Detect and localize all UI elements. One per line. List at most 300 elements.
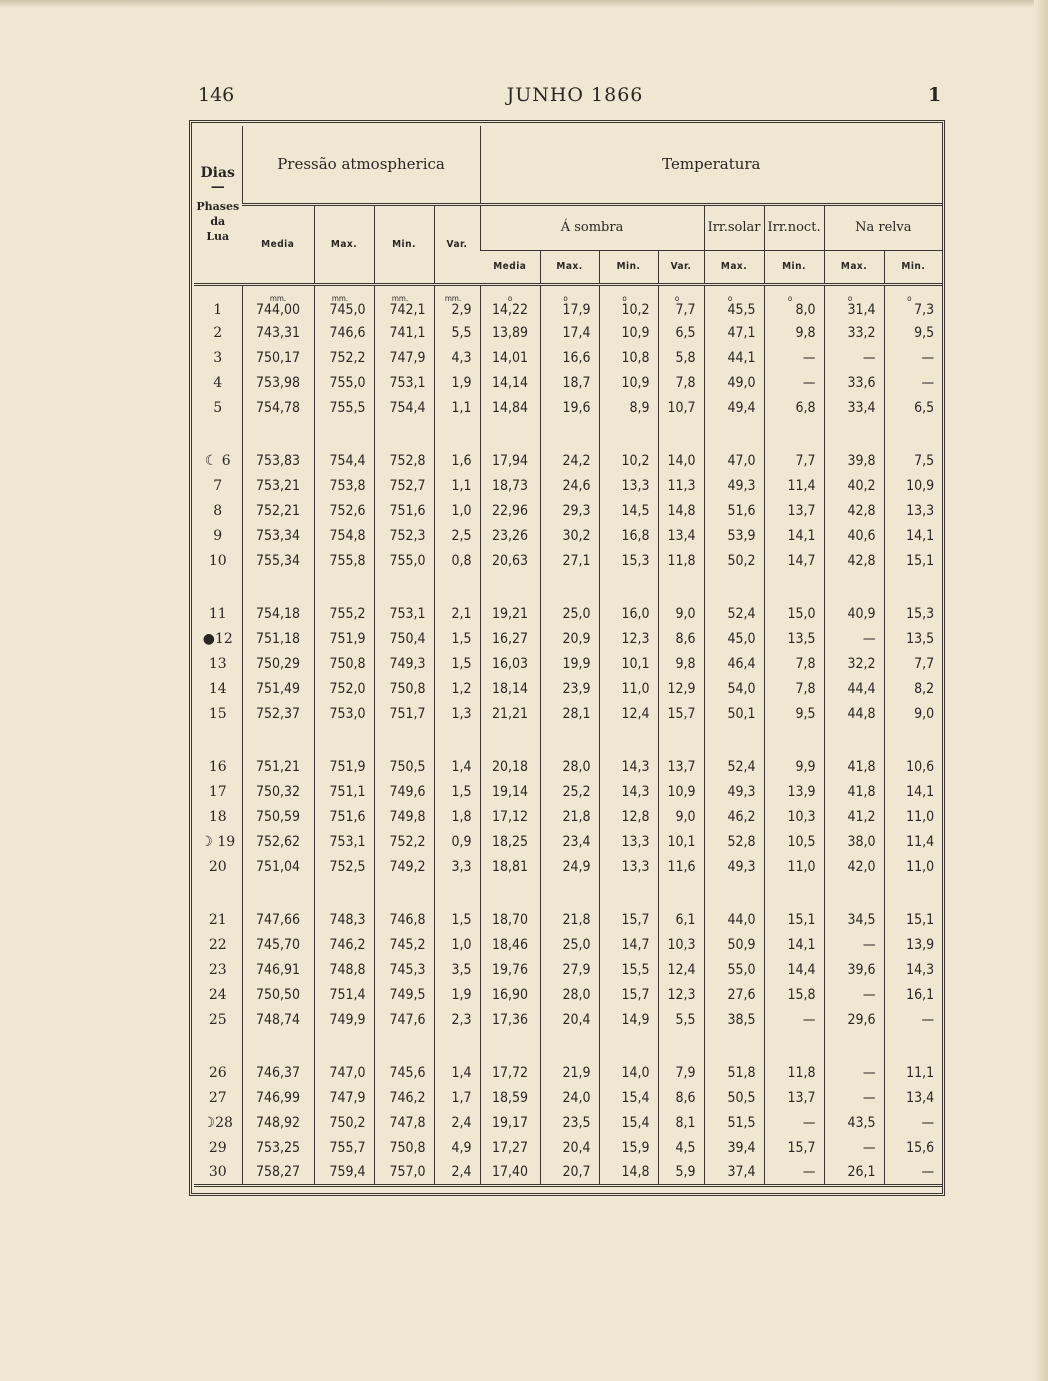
- pressao-media-cell: 745,70: [242, 932, 314, 957]
- pressao-var-cell: 1,1: [434, 473, 480, 498]
- phases-label-2: da: [210, 214, 226, 228]
- spacer-cell: [764, 420, 824, 448]
- meteorological-table: [194, 126, 942, 1187]
- spacer-cell: [194, 420, 242, 448]
- relva-max-cell: 44,8: [824, 701, 884, 726]
- spacer-cell: [480, 1032, 540, 1060]
- table-row: [194, 779, 942, 804]
- pressao-min-cell: 752,3: [374, 523, 434, 548]
- temp-max-cell: 29,3: [540, 498, 599, 523]
- temp-media-cell: 17,27: [480, 1135, 540, 1160]
- pressao-min-cell: 751,7: [374, 701, 434, 726]
- day-cell: 21: [208, 911, 227, 928]
- day-cell: 5: [213, 399, 223, 416]
- relva-min-cell: 13,4: [884, 1085, 942, 1110]
- pressao-media-cell: 750,50: [242, 982, 314, 1007]
- page-mark: 1: [928, 84, 942, 106]
- pressao-var-cell: 0,9: [434, 829, 480, 854]
- pressao-media-cell: 758,27: [242, 1160, 314, 1185]
- relva-min-cell: 16,1: [884, 982, 942, 1007]
- temp-var-cell: 10,7: [658, 395, 704, 420]
- relva-max-cell: 42,0: [824, 854, 884, 879]
- pressao-header: Pressão atmospherica: [242, 126, 480, 204]
- pressao-media-cell: 752,62: [242, 829, 314, 854]
- day-cell: ☽28: [202, 1114, 233, 1131]
- temp-var-cell: 14,8: [658, 498, 704, 523]
- pressao-media-cell: 748,92: [242, 1110, 314, 1135]
- day-cell: 4: [213, 374, 223, 391]
- pressao-max-cell: 749,9: [314, 1007, 374, 1032]
- pressao-max-cell: 759,4: [314, 1160, 374, 1185]
- cell-value: 7,3: [914, 302, 935, 318]
- irr-noct-min-cell: 10,5: [764, 829, 824, 854]
- relva-max-cell: 44,4: [824, 676, 884, 701]
- day-cell: 16: [208, 758, 227, 775]
- irr-solar-header: Irr.solar: [704, 204, 764, 250]
- irr-solar-max-cell: 37,4: [704, 1160, 764, 1185]
- table-row: [194, 284, 942, 320]
- irr-noct-min-cell: 13,9: [764, 779, 824, 804]
- pressao-max-cell: 755,0: [314, 370, 374, 395]
- irr-solar-max-cell: 44,1: [704, 345, 764, 370]
- relva-min-cell: 10,9: [884, 473, 942, 498]
- pressao-var-cell: 1,5: [434, 907, 480, 932]
- pressao-var-cell: 3,5: [434, 957, 480, 982]
- irr-solar-max-header: Max.: [704, 250, 764, 284]
- pressao-var-cell: 2,3: [434, 1007, 480, 1032]
- pressao-media-cell: 753,25: [242, 1135, 314, 1160]
- relva-max-cell: 32,2: [824, 651, 884, 676]
- relva-min-cell: 13,5: [884, 626, 942, 651]
- temp-media-cell: 16,03: [480, 651, 540, 676]
- temp-max-cell: 21,8: [540, 907, 599, 932]
- cell-value: 745,0: [329, 302, 366, 318]
- phases-label-1: Phases: [196, 199, 240, 213]
- irr-noct-min-cell: —: [764, 370, 824, 395]
- pressao-media-cell: 746,91: [242, 957, 314, 982]
- pressao-max-cell: 753,1: [314, 829, 374, 854]
- irr-solar-max-cell: [704, 284, 764, 320]
- temp-media-cell: 20,63: [480, 548, 540, 573]
- temp-min-cell: 15,9: [599, 1135, 658, 1160]
- day-cell: 26: [208, 1064, 227, 1081]
- relva-min-cell: 14,3: [884, 957, 942, 982]
- temp-var-cell: 15,7: [658, 701, 704, 726]
- relva-max-cell: 33,4: [824, 395, 884, 420]
- irr-noct-header: Irr.noct.: [764, 204, 824, 250]
- pressao-var-cell: 1,6: [434, 448, 480, 473]
- temp-var-cell: 13,7: [658, 754, 704, 779]
- temp-media-cell: 18,73: [480, 473, 540, 498]
- temp-media-cell: 18,25: [480, 829, 540, 854]
- spacer-cell: [480, 726, 540, 754]
- spacer-cell: [194, 573, 242, 601]
- temp-media-cell: 19,21: [480, 601, 540, 626]
- temp-var-cell: 7,9: [658, 1060, 704, 1085]
- temp-var-cell: 14,0: [658, 448, 704, 473]
- group-spacer: [194, 726, 942, 754]
- pressao-media-cell: 752,37: [242, 701, 314, 726]
- day-cell: 13: [208, 655, 227, 672]
- pressao-max-cell: 752,0: [314, 676, 374, 701]
- pressao-min-cell: 749,6: [374, 779, 434, 804]
- irr-solar-max-cell: 53,9: [704, 523, 764, 548]
- temp-media-cell: 20,18: [480, 754, 540, 779]
- irr-noct-min-cell: 7,8: [764, 651, 824, 676]
- temp-max-cell: 20,4: [540, 1135, 599, 1160]
- temp-min-cell: 10,1: [599, 651, 658, 676]
- day-cell: 2: [213, 324, 223, 341]
- spacer-cell: [658, 726, 704, 754]
- relva-max-cell: 33,6: [824, 370, 884, 395]
- relva-min-cell: 13,9: [884, 932, 942, 957]
- pressao-max-cell: 748,3: [314, 907, 374, 932]
- relva-max-cell: 41,2: [824, 804, 884, 829]
- cell-value: 744,00: [255, 302, 301, 318]
- day-cell: 18: [208, 808, 227, 825]
- temp-min-cell: 14,3: [599, 779, 658, 804]
- table-row: [194, 651, 942, 676]
- relva-max-cell: 42,8: [824, 548, 884, 573]
- spacer-cell: [194, 879, 242, 907]
- temp-media-cell: 17,12: [480, 804, 540, 829]
- pressao-media-cell: 746,37: [242, 1060, 314, 1085]
- cell-value: 31,4: [847, 302, 876, 318]
- irr-solar-max-cell: 39,4: [704, 1135, 764, 1160]
- irr-solar-max-cell: 27,6: [704, 982, 764, 1007]
- relva-max-cell: 40,2: [824, 473, 884, 498]
- spacer-cell: [434, 573, 480, 601]
- page-title: JUNHO 1866: [506, 84, 644, 106]
- temp-media-cell: 18,70: [480, 907, 540, 932]
- pressao-max-cell: 748,8: [314, 957, 374, 982]
- temp-media-cell: 17,94: [480, 448, 540, 473]
- temp-media-cell: 17,72: [480, 1060, 540, 1085]
- temp-max-cell: 20,9: [540, 626, 599, 651]
- relva-max-cell: —: [824, 1060, 884, 1085]
- irr-noct-min-cell: —: [764, 345, 824, 370]
- irr-noct-min-cell: 14,1: [764, 932, 824, 957]
- temp-min-cell: 15,7: [599, 982, 658, 1007]
- table-row: [194, 1007, 942, 1032]
- relva-min-cell: 11,0: [884, 854, 942, 879]
- temp-media-cell: 22,96: [480, 498, 540, 523]
- irr-solar-max-cell: 49,3: [704, 779, 764, 804]
- irr-noct-min-cell: 13,5: [764, 626, 824, 651]
- spacer-cell: [540, 420, 599, 448]
- pressao-var-cell: 1,9: [434, 370, 480, 395]
- irr-solar-max-cell: 38,5: [704, 1007, 764, 1032]
- irr-solar-max-cell: 49,4: [704, 395, 764, 420]
- cell-value: 10,2: [621, 302, 650, 318]
- pressao-min-cell: 749,3: [374, 651, 434, 676]
- temp-media-cell: 17,40: [480, 1160, 540, 1185]
- day-cell: 30: [194, 1160, 242, 1185]
- temp-min-cell: 10,2: [599, 448, 658, 473]
- day-cell: 25: [208, 1011, 227, 1028]
- temp-max-cell: 20,4: [540, 1007, 599, 1032]
- cell-value: 17,9: [562, 302, 591, 318]
- spacer-cell: [764, 879, 824, 907]
- pressao-max-cell: 752,2: [314, 345, 374, 370]
- unit-mm-label: mm.: [331, 294, 349, 303]
- temp-min-cell: 10,9: [599, 320, 658, 345]
- temp-var-header: Var.: [658, 250, 704, 284]
- relva-min-cell: —: [884, 1110, 942, 1135]
- irr-noct-min-cell: —: [764, 1110, 824, 1135]
- pressao-media-cell: 750,32: [242, 779, 314, 804]
- pressao-max-cell: 754,4: [314, 448, 374, 473]
- cell-value: 8,0: [795, 302, 816, 318]
- day-cell: 8: [213, 502, 223, 519]
- spacer-cell: [314, 726, 374, 754]
- temp-var-cell: 10,3: [658, 932, 704, 957]
- dias-label: Dias: [200, 164, 235, 181]
- irr-noct-min-cell: 14,4: [764, 957, 824, 982]
- temp-media-cell: 18,81: [480, 854, 540, 879]
- spacer-cell: [824, 726, 884, 754]
- spacer-cell: [480, 879, 540, 907]
- pressao-var-cell: 2,5: [434, 523, 480, 548]
- temp-min-cell: 13,3: [599, 829, 658, 854]
- pressao-media-cell: 747,66: [242, 907, 314, 932]
- temp-min-cell: 12,8: [599, 804, 658, 829]
- spacer-cell: [884, 573, 942, 601]
- irr-noct-min-cell: 7,7: [764, 448, 824, 473]
- pressao-max-cell: 750,2: [314, 1110, 374, 1135]
- temp-min-cell: 10,9: [599, 370, 658, 395]
- pressao-min-cell: 750,8: [374, 1135, 434, 1160]
- table-row: [194, 473, 942, 498]
- group-spacer: [194, 573, 942, 601]
- spacer-cell: [194, 726, 242, 754]
- irr-noct-min-cell: 10,3: [764, 804, 824, 829]
- temp-max-header: Max.: [540, 250, 599, 284]
- spacer-cell: [704, 573, 764, 601]
- irr-solar-max-cell: 46,2: [704, 804, 764, 829]
- spacer-cell: [374, 573, 434, 601]
- temp-var-cell: 5,8: [658, 345, 704, 370]
- spacer-cell: [884, 726, 942, 754]
- temp-media-cell: 14,84: [480, 395, 540, 420]
- spacer-cell: [824, 420, 884, 448]
- relva-max-cell: 34,5: [824, 907, 884, 932]
- day-cell: 1: [213, 302, 223, 318]
- temp-var-cell: 13,4: [658, 523, 704, 548]
- table-row: [194, 754, 942, 779]
- relva-max-cell: —: [824, 1085, 884, 1110]
- relva-min-cell: 14,1: [884, 779, 942, 804]
- relva-max-cell: —: [824, 345, 884, 370]
- spacer-cell: [242, 1032, 314, 1060]
- relva-max-cell: 40,9: [824, 601, 884, 626]
- degree-mark: o: [563, 294, 568, 303]
- pressao-min-cell: 752,2: [374, 829, 434, 854]
- pressao-var-cell: 3,3: [434, 854, 480, 879]
- spacer-cell: [704, 420, 764, 448]
- day-cell: 15: [208, 705, 227, 722]
- day-cell: ●12: [202, 630, 233, 647]
- pressao-min-cell: 747,6: [374, 1007, 434, 1032]
- pressao-min-cell: 749,8: [374, 804, 434, 829]
- relva-min-header: Min.: [884, 250, 942, 284]
- relva-min-cell: 15,3: [884, 601, 942, 626]
- table-row: [194, 701, 942, 726]
- pressao-var-cell: 4,3: [434, 345, 480, 370]
- pressao-max-header: Max.: [314, 204, 374, 284]
- spacer-cell: [764, 726, 824, 754]
- temp-var-cell: 6,1: [658, 907, 704, 932]
- temp-media-cell: 16,27: [480, 626, 540, 651]
- pressao-min-cell: 750,4: [374, 626, 434, 651]
- relva-max-cell: 39,6: [824, 957, 884, 982]
- temp-media-cell: 13,89: [480, 320, 540, 345]
- pressao-var-cell: 1,1: [434, 395, 480, 420]
- temp-media-cell: 18,59: [480, 1085, 540, 1110]
- pressao-min-cell: 745,6: [374, 1060, 434, 1085]
- table-row: [194, 523, 942, 548]
- pressao-max-cell: 750,8: [314, 651, 374, 676]
- pressao-var-cell: 5,5: [434, 320, 480, 345]
- page-number: 146: [198, 84, 235, 106]
- degree-mark: o: [727, 294, 733, 303]
- dias-dash: —: [210, 178, 225, 195]
- pressao-media-header: Media: [242, 204, 314, 284]
- irr-solar-max-cell: 50,1: [704, 701, 764, 726]
- temp-var-cell: 7,8: [658, 370, 704, 395]
- temp-min-cell: 13,3: [599, 473, 658, 498]
- pressao-max-cell: [314, 284, 374, 320]
- temp-var-cell: 12,3: [658, 982, 704, 1007]
- temp-max-cell: 28,0: [540, 982, 599, 1007]
- temp-max-cell: 28,1: [540, 701, 599, 726]
- irr-noct-min-cell: 15,8: [764, 982, 824, 1007]
- irr-noct-min-cell: 9,9: [764, 754, 824, 779]
- table-row: [194, 1135, 942, 1160]
- pressao-min-cell: 745,2: [374, 932, 434, 957]
- temp-media-cell: 14,14: [480, 370, 540, 395]
- pressao-min-cell: 741,1: [374, 320, 434, 345]
- irr-noct-min-cell: 13,7: [764, 1085, 824, 1110]
- relva-min-cell: 11,4: [884, 829, 942, 854]
- spacer-cell: [242, 879, 314, 907]
- temp-media-cell: 19,14: [480, 779, 540, 804]
- pressao-var-cell: 0,8: [434, 548, 480, 573]
- temp-max-cell: 23,5: [540, 1110, 599, 1135]
- temp-min-cell: 14,5: [599, 498, 658, 523]
- pressao-var-cell: 4,9: [434, 1135, 480, 1160]
- cell-value: 45,5: [727, 302, 756, 318]
- spacer-cell: [658, 1032, 704, 1060]
- temp-max-cell: 17,4: [540, 320, 599, 345]
- cell-value: 7,7: [675, 302, 696, 318]
- pressao-var-cell: [434, 284, 480, 320]
- spacer-cell: [824, 1032, 884, 1060]
- temp-min-cell: 15,4: [599, 1085, 658, 1110]
- spacer-cell: [599, 879, 658, 907]
- table-row: [194, 907, 942, 932]
- page-top-edge: [0, 0, 1048, 8]
- pressao-var-cell: 1,8: [434, 804, 480, 829]
- temp-max-cell: 30,2: [540, 523, 599, 548]
- day-cell: 10: [208, 552, 227, 569]
- pressao-media-cell: 751,18: [242, 626, 314, 651]
- temp-media-cell: 18,46: [480, 932, 540, 957]
- table-row: [194, 1160, 942, 1185]
- irr-solar-max-cell: 47,0: [704, 448, 764, 473]
- table-row: [194, 548, 942, 573]
- pressao-var-cell: 1,4: [434, 754, 480, 779]
- pressao-media-cell: 753,21: [242, 473, 314, 498]
- temp-max-cell: [540, 284, 599, 320]
- temp-var-cell: 12,4: [658, 957, 704, 982]
- pressao-max-cell: 752,6: [314, 498, 374, 523]
- pressao-max-cell: 753,8: [314, 473, 374, 498]
- temp-media-cell: 19,76: [480, 957, 540, 982]
- spacer-cell: [194, 1032, 242, 1060]
- cell-value: 742,1: [389, 302, 426, 318]
- relva-min-cell: 9,5: [884, 320, 942, 345]
- temp-media-cell: 18,14: [480, 676, 540, 701]
- spacer-cell: [884, 879, 942, 907]
- page-right-edge: [1034, 0, 1048, 1381]
- temp-max-cell: 24,6: [540, 473, 599, 498]
- relva-max-cell: —: [824, 932, 884, 957]
- pressao-max-cell: 753,0: [314, 701, 374, 726]
- pressao-min-cell: 753,1: [374, 370, 434, 395]
- pressao-var-cell: 2,4: [434, 1110, 480, 1135]
- temp-var-cell: 10,1: [658, 829, 704, 854]
- temp-var-cell: 9,0: [658, 804, 704, 829]
- pressao-var-cell: 1,3: [434, 701, 480, 726]
- temp-var-cell: [658, 284, 704, 320]
- group-spacer: [194, 420, 942, 448]
- pressao-media-cell: 752,21: [242, 498, 314, 523]
- irr-noct-min-cell: 15,7: [764, 1135, 824, 1160]
- pressao-max-cell: 746,6: [314, 320, 374, 345]
- irr-noct-min-cell: 14,1: [764, 523, 824, 548]
- relva-min-cell: 9,0: [884, 701, 942, 726]
- pressao-media-cell: 750,59: [242, 804, 314, 829]
- irr-noct-min-cell: [764, 284, 824, 320]
- temp-var-cell: 8,1: [658, 1110, 704, 1135]
- relva-max-cell: 40,6: [824, 523, 884, 548]
- temp-min-cell: 15,5: [599, 957, 658, 982]
- temp-min-cell: 16,8: [599, 523, 658, 548]
- temp-min-header: Min.: [599, 250, 658, 284]
- irr-noct-min-cell: 11,4: [764, 473, 824, 498]
- pressao-var-cell: 1,4: [434, 1060, 480, 1085]
- pressao-media-cell: 754,78: [242, 395, 314, 420]
- irr-solar-max-cell: 50,2: [704, 548, 764, 573]
- temp-min-cell: 16,0: [599, 601, 658, 626]
- irr-solar-max-cell: 52,4: [704, 754, 764, 779]
- day-cell: 27: [208, 1089, 227, 1106]
- irr-solar-max-cell: 49,3: [704, 854, 764, 879]
- spacer-cell: [704, 1032, 764, 1060]
- temp-max-cell: 21,9: [540, 1060, 599, 1085]
- irr-solar-max-cell: 51,8: [704, 1060, 764, 1085]
- pressao-media-cell: 751,04: [242, 854, 314, 879]
- cell-value: 14,22: [492, 302, 529, 318]
- pressao-min-cell: 746,2: [374, 1085, 434, 1110]
- temp-min-cell: 14,9: [599, 1007, 658, 1032]
- spacer-cell: [540, 1032, 599, 1060]
- spacer-cell: [658, 879, 704, 907]
- degree-mark: o: [847, 294, 853, 303]
- temp-var-cell: 5,5: [658, 1007, 704, 1032]
- temp-min-cell: 13,3: [599, 854, 658, 879]
